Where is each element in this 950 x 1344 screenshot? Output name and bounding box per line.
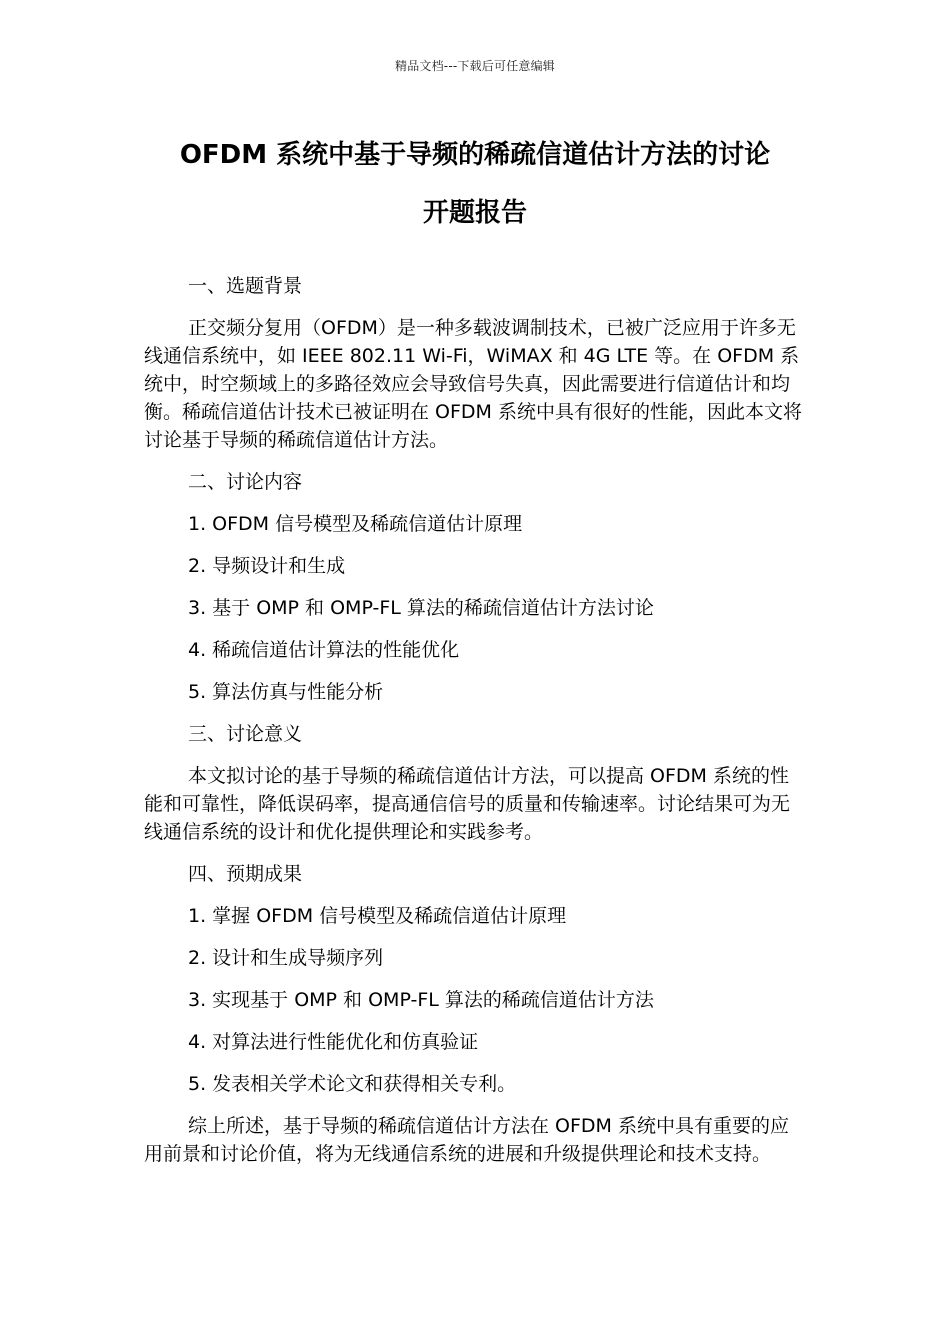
- results-list-item: 2. 设计和生成导频序列: [188, 947, 384, 969]
- results-list-item: 1. 掌握 OFDM 信号模型及稀疏信道估计原理: [188, 905, 567, 927]
- results-list-item: 3. 实现基于 OMP 和 OMP-FL 算法的稀疏信道估计方法: [188, 989, 654, 1011]
- document-title-line-2: 开题报告: [422, 198, 527, 228]
- content-list-item: 3. 基于 OMP 和 OMP-FL 算法的稀疏信道估计方法讨论: [188, 597, 654, 619]
- content-list-item: 1. OFDM 信号模型及稀疏信道估计原理: [188, 513, 523, 535]
- document-title-line-1: OFDM 系统中基于导频的稀疏信道估计方法的讨论: [179, 140, 771, 170]
- section-heading-content: 二、讨论内容: [188, 471, 303, 493]
- section-heading-background: 一、选题背景: [188, 275, 303, 297]
- significance-paragraph: 本文拟讨论的基于导频的稀疏信道估计方法，可以提高 OFDM 系统的性能和可靠性，降低误码率，提高通信信号的质量和传输速率。讨论结果可为无线通信系统的设计和优化提供理论和实践参考。: [144, 765, 791, 843]
- results-list-item: 4. 对算法进行性能优化和仿真验证: [188, 1031, 479, 1053]
- content-list-item: 4. 稀疏信道估计算法的性能优化: [188, 639, 460, 661]
- document-body: [144, 272, 806, 1182]
- page-header-note: 精品文档---下载后可任意编辑: [395, 59, 555, 73]
- section-heading-significance: 三、讨论意义: [188, 723, 303, 745]
- content-list-item: 2. 导频设计和生成: [188, 555, 346, 577]
- section-heading-expected-results: 四、预期成果: [188, 863, 303, 885]
- results-list-item: 5. 发表相关学术论文和获得相关专利。: [188, 1073, 517, 1095]
- conclusion-paragraph: 综上所述，基于导频的稀疏信道估计方法在 OFDM 系统中具有重要的应用前景和讨论价值，将为无线通信系统的进展和升级提供理论和技术支持。: [144, 1115, 789, 1165]
- background-paragraph: 正交频分复用（OFDM）是一种多载波调制技术，已被广泛应用于许多无线通信系统中，如 IEEE 802.11 Wi-Fi，WiMAX 和 4G LTE 等。在 OFDM 系统中，时空频域上的多路径效应会导致信号失真，因此需要进行信道估计和均衡。稀疏信道估计技术已被证明在 OFDM 系统中具有很好的性能，因此本文将讨论基于导频的稀疏信道估计方法。: [144, 317, 802, 451]
- content-list-item: 5. 算法仿真与性能分析: [188, 681, 384, 703]
